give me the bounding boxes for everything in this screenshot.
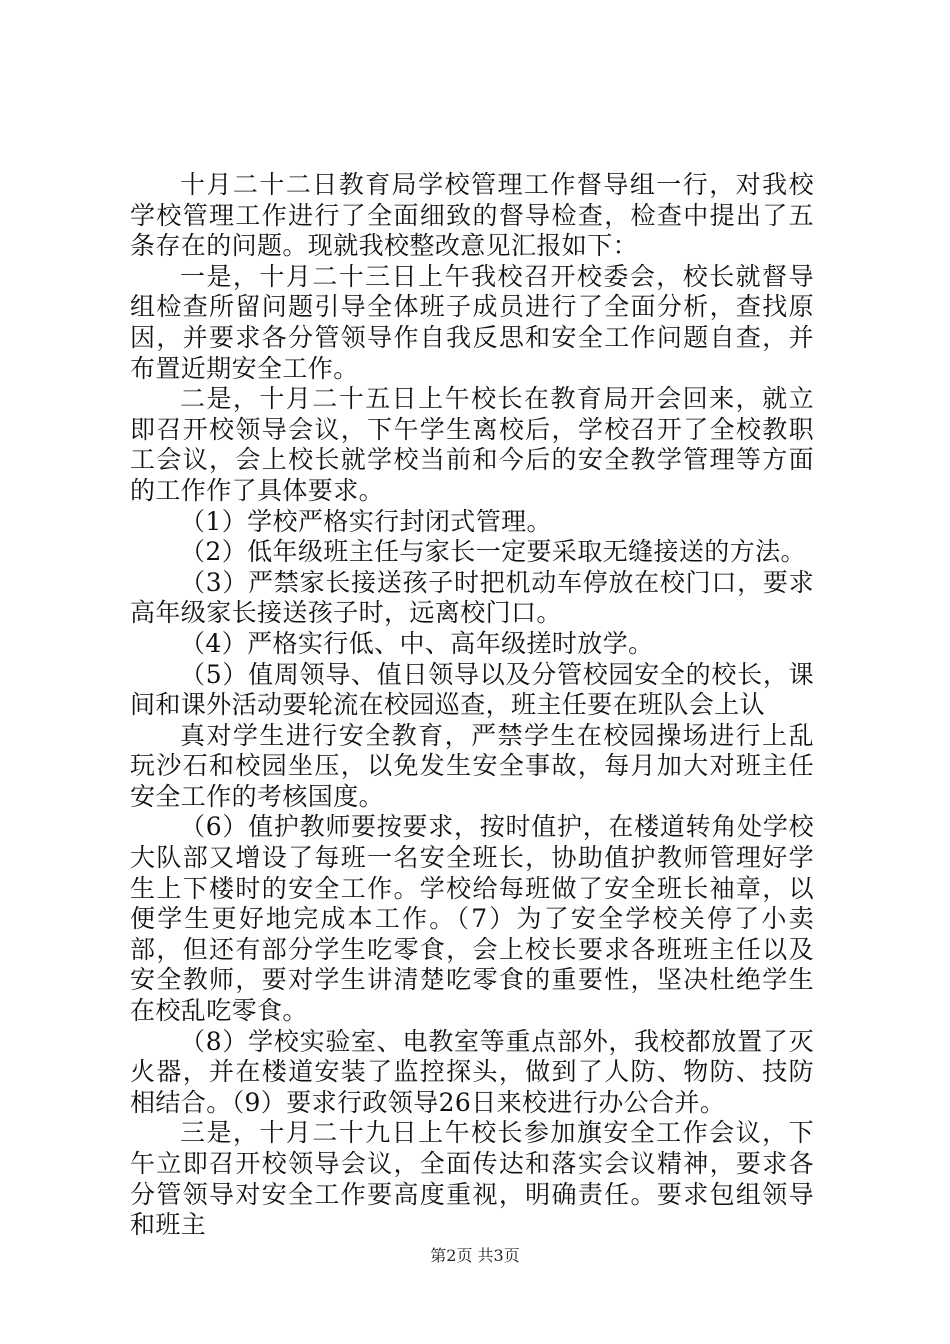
document-body: [130, 170, 814, 1241]
page-number-footer: 第2页 共3页: [430, 1246, 520, 1265]
paragraph-item-8-9: （8）学校实验室、电教室等重点部外，我校都放置了灭火器，并在楼道安装了监控探头，做到了人防、物防、技防相结合。（9）要求行政领导26日来校进行办公合并。: [130, 1026, 814, 1117]
paragraph-item-5: （5）值周领导、值日领导以及分管校园安全的校长，课间和课外活动要轮流在校园巡查，班主任要在班队会上认: [130, 659, 814, 720]
paragraph-item-2: （2）低年级班主任与家长一定要采取无缝接送的方法。: [180, 537, 806, 567]
paragraph-item-1: （1）学校严格实行封闭式管理。: [180, 506, 552, 536]
paragraph-item-5-continued: 真对学生进行安全教育，严禁学生在校园操场进行上乱玩沙石和校园坐压，以免发生安全事故，每月加大对班主任安全工作的考核国度。: [130, 720, 814, 811]
paragraph-item-4: （4）严格实行低、中、高年级搓时放学。: [180, 628, 654, 658]
paragraph-item-6-7: （6）值护教师要按要求，按时值护，在楼道转角处学校大队部又增设了每班一名安全班长，协助值护教师管理好学生上下楼时的安全工作。学校给每班做了安全班长袖章，以便学生更好地完成本工作。（7）为了安全学校关停了小卖部，但还有部分学生吃零食，会上校长要求各班班主任以及安全教师，要对学生讲清楚吃零食的重要性，坚决杜绝学生在校乱吃零食。: [130, 812, 814, 1026]
paragraph-point-one: 一是，十月二十三日上午我校召开校委会，校长就督导组检查所留问题引导全体班子成员进行了全面分析，查找原因，并要求各分管领导作自我反思和安全工作问题自查，并布置近期安全工作。: [130, 261, 814, 383]
paragraph-point-three: 三是，十月二十九日上午校长参加旗安全工作会议，下午立即召开校领导会议，全面传达和落实会议精神，要求各分管领导对安全工作要高度重视，明确责任。要求包组领导和班主: [130, 1118, 814, 1240]
paragraph-item-3: （3）严禁家长接送孩子时把机动车停放在校门口，要求高年级家长接送孩子时，远离校门口。: [130, 567, 814, 628]
paragraph-intro: 十月二十二日教育局学校管理工作督导组一行，对我校学校管理工作进行了全面细致的督导检查，检查中提出了五条存在的问题。现就我校整改意见汇报如下：: [130, 170, 814, 261]
paragraph-point-two: 二是，十月二十五日上午校长在教育局开会回来，就立即召开校领导会议，下午学生离校后，学校召开了全校教职工会议，会上校长就学校当前和今后的安全教学管理等方面的工作作了具体要求。: [130, 384, 814, 505]
